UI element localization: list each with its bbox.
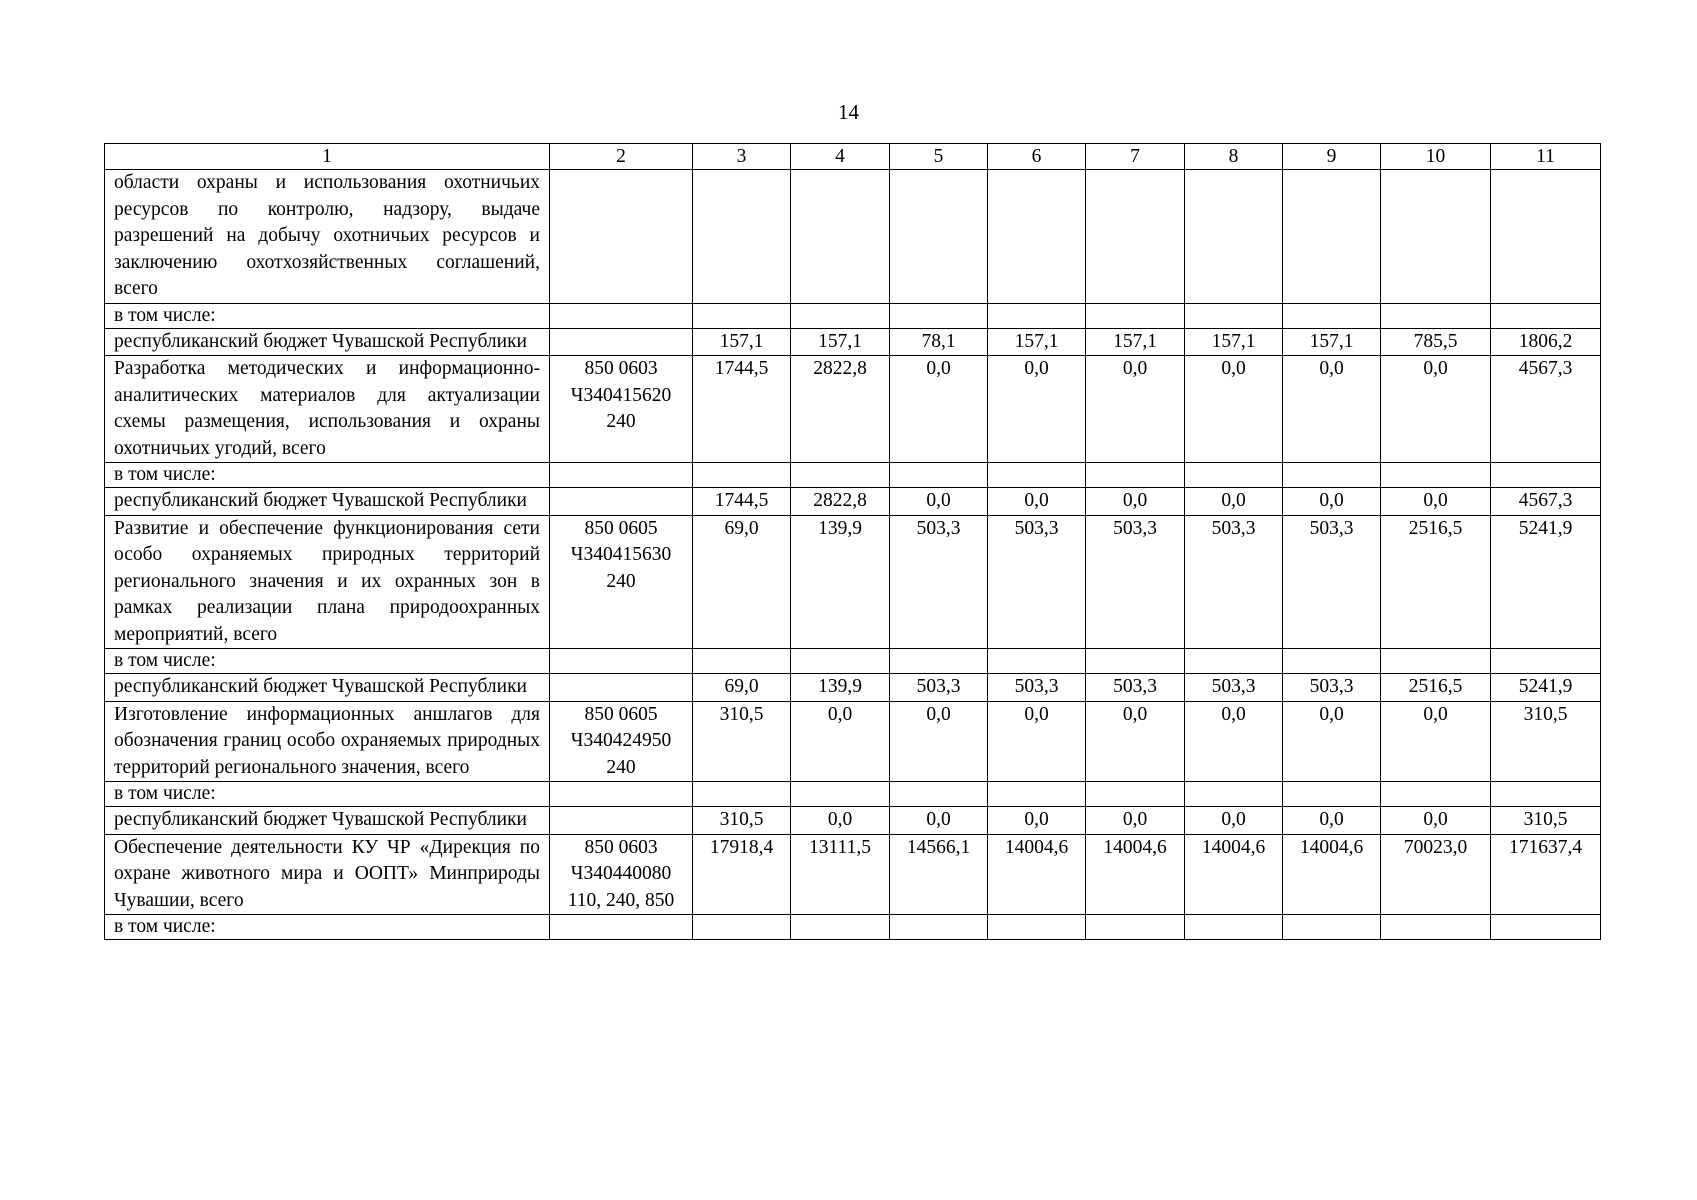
value-cell-col-4: 0,0	[791, 807, 890, 835]
value-cell-col-10: 785,5	[1381, 328, 1491, 356]
value-cell-col-11: 1806,2	[1491, 328, 1601, 356]
value-cell-col-7	[1086, 463, 1185, 488]
value-cell-col-5: 503,3	[890, 674, 988, 702]
value-cell-col-8	[1185, 170, 1283, 304]
value-cell-col-5: 0,0	[890, 488, 988, 516]
value-cell-col-11	[1491, 649, 1601, 674]
value-cell-col-7: 0,0	[1086, 356, 1185, 463]
value-cell-col-7: 0,0	[1086, 807, 1185, 835]
column-header-2: 2	[550, 144, 693, 170]
value-cell-col-11: 310,5	[1491, 701, 1601, 782]
column-header-4: 4	[791, 144, 890, 170]
row-name: Развитие и обеспечение функционирования сети особо охраняемых природных территорий регионального значения и их охранных зон в рамках реализации плана природоохранных мероприятий, всего	[105, 515, 550, 649]
value-cell-col-7: 503,3	[1086, 674, 1185, 702]
value-cell-col-4	[791, 649, 890, 674]
value-cell-col-5	[890, 782, 988, 807]
budget-code	[550, 515, 693, 649]
value-cell-col-6	[988, 782, 1086, 807]
value-cell-col-7	[1086, 303, 1185, 328]
value-cell-col-8: 0,0	[1185, 356, 1283, 463]
value-cell-col-4	[791, 170, 890, 304]
column-header-9: 9	[1283, 144, 1381, 170]
column-header-10: 10	[1381, 144, 1491, 170]
value-cell-col-6: 0,0	[988, 701, 1086, 782]
value-cell-col-11	[1491, 915, 1601, 940]
column-header-8: 8	[1185, 144, 1283, 170]
value-cell-col-7	[1086, 782, 1185, 807]
value-cell-col-11: 171637,4	[1491, 834, 1601, 915]
budget-code	[550, 807, 693, 835]
column-header-11: 11	[1491, 144, 1601, 170]
value-cell-col-9: 503,3	[1283, 674, 1381, 702]
row-name: Обеспечение деятельности КУ ЧР «Дирекция по охране животного мира и ООПТ» Минприроды Чувашии, всего	[105, 834, 550, 915]
value-cell-col-10: 2516,5	[1381, 674, 1491, 702]
value-cell-col-11: 5241,9	[1491, 515, 1601, 649]
table-row	[105, 488, 1601, 516]
row-name: в том числе:	[105, 782, 550, 807]
value-cell-col-3: 17918,4	[693, 834, 791, 915]
value-cell-col-4	[791, 463, 890, 488]
column-header-5: 5	[890, 144, 988, 170]
value-cell-col-3: 1744,5	[693, 356, 791, 463]
row-name: республиканский бюджет Чувашской Республики	[105, 328, 550, 356]
budget-code-line: Ч340424950	[570, 730, 672, 751]
value-cell-col-3: 69,0	[693, 674, 791, 702]
value-cell-col-10	[1381, 915, 1491, 940]
value-cell-col-9: 157,1	[1283, 328, 1381, 356]
value-cell-col-11: 310,5	[1491, 807, 1601, 835]
table-row	[105, 782, 1601, 807]
table-row	[105, 649, 1601, 674]
budget-code-line: 850 0603	[584, 836, 658, 858]
table-row	[105, 328, 1601, 356]
value-cell-col-3: 1744,5	[693, 488, 791, 516]
row-name: Разработка методических и информационно-аналитических материалов для актуализации схемы размещения, использования и охраны охотничьих угодий, всего	[105, 356, 550, 463]
budget-code-line: Ч340415620	[570, 384, 672, 406]
budget-code-line: Ч340440080	[570, 863, 672, 884]
column-header-6: 6	[988, 144, 1086, 170]
value-cell-col-8	[1185, 463, 1283, 488]
value-cell-col-10	[1381, 782, 1491, 807]
budget-code	[550, 915, 693, 940]
value-cell-col-11	[1491, 303, 1601, 328]
value-cell-col-9	[1283, 782, 1381, 807]
row-name: в том числе:	[105, 649, 550, 674]
value-cell-col-6	[988, 915, 1086, 940]
budget-code-line: Ч340415630	[570, 544, 672, 565]
column-header-1: 1	[105, 144, 550, 170]
value-cell-col-10	[1381, 463, 1491, 488]
value-cell-col-3	[693, 170, 791, 304]
value-cell-col-4: 2822,8	[791, 356, 890, 463]
value-cell-col-6	[988, 649, 1086, 674]
row-name: в том числе:	[105, 303, 550, 328]
value-cell-col-6: 503,3	[988, 515, 1086, 649]
value-cell-col-3	[693, 649, 791, 674]
value-cell-col-4: 139,9	[791, 674, 890, 702]
table-row	[105, 701, 1601, 782]
value-cell-col-9	[1283, 170, 1381, 304]
value-cell-col-5: 0,0	[890, 807, 988, 835]
budget-code	[550, 463, 693, 488]
value-cell-col-6: 0,0	[988, 807, 1086, 835]
value-cell-col-5	[890, 170, 988, 304]
value-cell-col-3	[693, 463, 791, 488]
value-cell-col-3	[693, 303, 791, 328]
value-cell-col-9: 14004,6	[1283, 834, 1381, 915]
value-cell-col-9	[1283, 649, 1381, 674]
row-name: республиканский бюджет Чувашской Республики	[105, 488, 550, 516]
value-cell-col-8	[1185, 915, 1283, 940]
value-cell-col-5: 0,0	[890, 701, 988, 782]
budget-code-line: 850 0605	[584, 517, 658, 539]
value-cell-col-5	[890, 915, 988, 940]
value-cell-col-5: 14566,1	[890, 834, 988, 915]
value-cell-col-3: 157,1	[693, 328, 791, 356]
value-cell-col-4: 0,0	[791, 701, 890, 782]
budget-code	[550, 170, 693, 304]
value-cell-col-10: 0,0	[1381, 807, 1491, 835]
budget-code	[550, 649, 693, 674]
budget-code-line: 240	[606, 570, 636, 592]
value-cell-col-7: 0,0	[1086, 488, 1185, 516]
value-cell-col-3	[693, 915, 791, 940]
column-header-7: 7	[1086, 144, 1185, 170]
value-cell-col-6: 0,0	[988, 356, 1086, 463]
table-row	[105, 170, 1601, 304]
value-cell-col-10: 0,0	[1381, 488, 1491, 516]
page-number: 14	[838, 100, 859, 124]
value-cell-col-9	[1283, 463, 1381, 488]
value-cell-col-8: 157,1	[1185, 328, 1283, 356]
row-name: в том числе:	[105, 915, 550, 940]
budget-code	[550, 303, 693, 328]
budget-code	[550, 488, 693, 516]
table-row	[105, 834, 1601, 915]
value-cell-col-11	[1491, 463, 1601, 488]
value-cell-col-8: 0,0	[1185, 701, 1283, 782]
value-cell-col-6	[988, 463, 1086, 488]
budget-code-line: 240	[606, 756, 636, 778]
value-cell-col-3: 310,5	[693, 807, 791, 835]
value-cell-col-9: 0,0	[1283, 807, 1381, 835]
table-row	[105, 915, 1601, 940]
value-cell-col-5	[890, 463, 988, 488]
table-row	[105, 515, 1601, 649]
value-cell-col-9: 0,0	[1283, 356, 1381, 463]
value-cell-col-7: 157,1	[1086, 328, 1185, 356]
value-cell-col-8: 503,3	[1185, 674, 1283, 702]
value-cell-col-8: 14004,6	[1185, 834, 1283, 915]
value-cell-col-10: 0,0	[1381, 356, 1491, 463]
budget-code-line: 110, 240, 850	[567, 889, 675, 911]
value-cell-col-11: 5241,9	[1491, 674, 1601, 702]
row-name: области охраны и использования охотничьих ресурсов по контролю, надзору, выдаче разрешений на добычу охотничьих ресурсов и заключению охотхозяйственных соглашений, всего	[105, 170, 550, 304]
value-cell-col-8	[1185, 782, 1283, 807]
value-cell-col-4: 157,1	[791, 328, 890, 356]
value-cell-col-8: 0,0	[1185, 807, 1283, 835]
value-cell-col-3	[693, 782, 791, 807]
value-cell-col-7	[1086, 649, 1185, 674]
value-cell-col-11	[1491, 170, 1601, 304]
budget-code-line: 850 0605	[584, 703, 658, 725]
value-cell-col-10	[1381, 303, 1491, 328]
value-cell-col-6: 503,3	[988, 674, 1086, 702]
value-cell-col-8	[1185, 649, 1283, 674]
value-cell-col-5: 503,3	[890, 515, 988, 649]
value-cell-col-4	[791, 303, 890, 328]
value-cell-col-3: 69,0	[693, 515, 791, 649]
budget-code	[550, 356, 693, 463]
value-cell-col-11: 4567,3	[1491, 488, 1601, 516]
row-name: республиканский бюджет Чувашской Республики	[105, 807, 550, 835]
budget-code	[550, 782, 693, 807]
budget-code-line: 240	[606, 411, 636, 432]
budget-code	[550, 834, 693, 915]
value-cell-col-5	[890, 649, 988, 674]
value-cell-col-9: 503,3	[1283, 515, 1381, 649]
value-cell-col-4	[791, 915, 890, 940]
value-cell-col-7: 14004,6	[1086, 834, 1185, 915]
value-cell-col-11: 4567,3	[1491, 356, 1601, 463]
value-cell-col-7: 503,3	[1086, 515, 1185, 649]
value-cell-col-6: 0,0	[988, 488, 1086, 516]
table-row	[105, 463, 1601, 488]
value-cell-col-10: 2516,5	[1381, 515, 1491, 649]
value-cell-col-5	[890, 303, 988, 328]
value-cell-col-4: 139,9	[791, 515, 890, 649]
value-cell-col-7	[1086, 915, 1185, 940]
budget-table	[104, 143, 1601, 940]
row-name: республиканский бюджет Чувашской Республики	[105, 674, 550, 702]
value-cell-col-9	[1283, 915, 1381, 940]
budget-code	[550, 674, 693, 702]
table-row	[105, 674, 1601, 702]
column-header-3: 3	[693, 144, 791, 170]
value-cell-col-8: 503,3	[1185, 515, 1283, 649]
value-cell-col-3: 310,5	[693, 701, 791, 782]
value-cell-col-6: 157,1	[988, 328, 1086, 356]
value-cell-col-10: 0,0	[1381, 701, 1491, 782]
value-cell-col-4: 13111,5	[791, 834, 890, 915]
value-cell-col-6	[988, 170, 1086, 304]
value-cell-col-6: 14004,6	[988, 834, 1086, 915]
value-cell-col-5: 78,1	[890, 328, 988, 356]
value-cell-col-6	[988, 303, 1086, 328]
value-cell-col-7	[1086, 170, 1185, 304]
table-row	[105, 356, 1601, 463]
value-cell-col-5: 0,0	[890, 356, 988, 463]
value-cell-col-4	[791, 782, 890, 807]
value-cell-col-8	[1185, 303, 1283, 328]
table-header-row	[105, 144, 1601, 170]
value-cell-col-9	[1283, 303, 1381, 328]
budget-code	[550, 328, 693, 356]
value-cell-col-10	[1381, 649, 1491, 674]
value-cell-col-8: 0,0	[1185, 488, 1283, 516]
value-cell-col-4: 2822,8	[791, 488, 890, 516]
row-name: в том числе:	[105, 463, 550, 488]
row-name: Изготовление информационных аншлагов для обозначения границ особо охраняемых природных территорий регионального значения, всего	[105, 701, 550, 782]
value-cell-col-10: 70023,0	[1381, 834, 1491, 915]
value-cell-col-11	[1491, 782, 1601, 807]
table-row	[105, 303, 1601, 328]
budget-code	[550, 701, 693, 782]
value-cell-col-9: 0,0	[1283, 488, 1381, 516]
value-cell-col-10	[1381, 170, 1491, 304]
value-cell-col-7: 0,0	[1086, 701, 1185, 782]
table-row	[105, 807, 1601, 835]
budget-code-line: 850 0603	[584, 358, 658, 379]
value-cell-col-9: 0,0	[1283, 701, 1381, 782]
